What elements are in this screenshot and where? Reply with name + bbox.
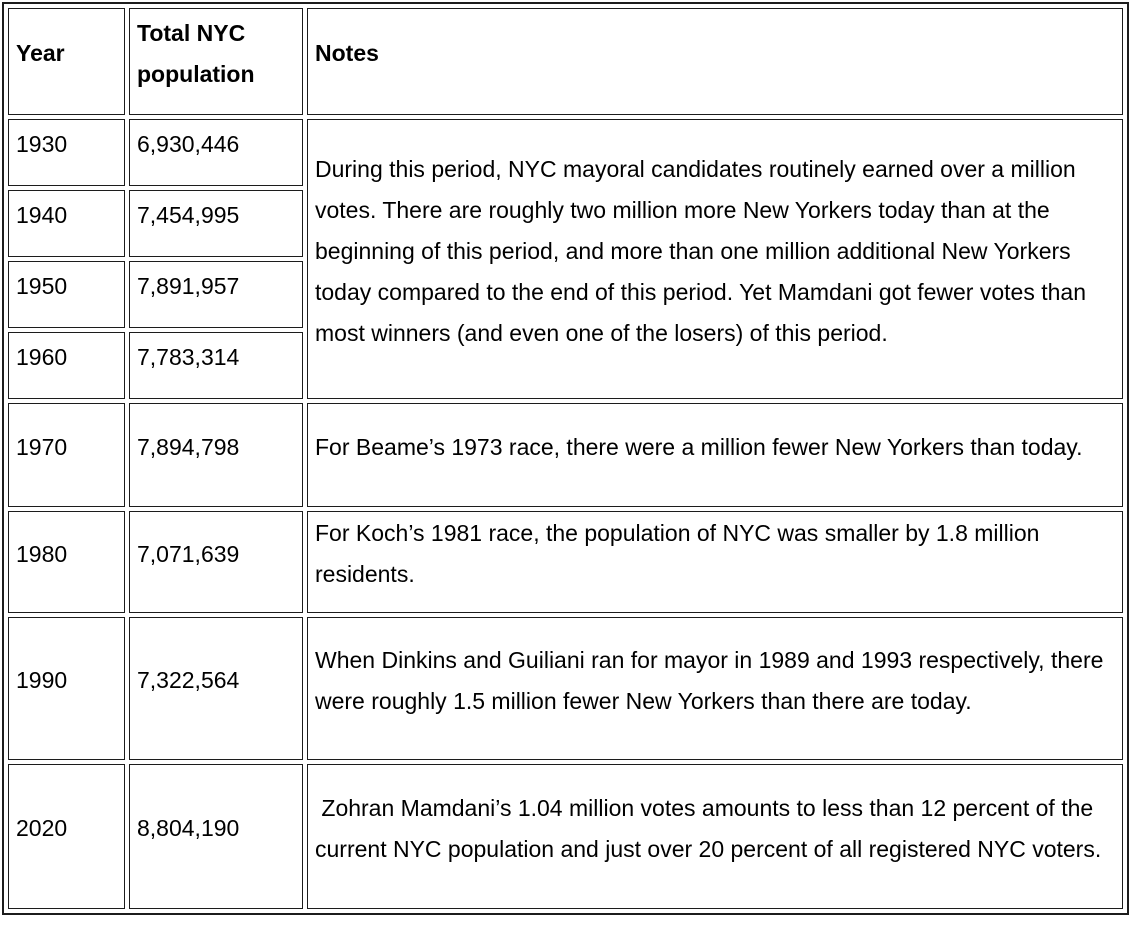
notes-cell	[307, 403, 1123, 507]
year-value: 1940	[16, 202, 68, 228]
population-cell	[129, 261, 303, 328]
year-cell	[8, 764, 125, 909]
notes-cell-1930-1960	[307, 119, 1123, 399]
note-text: For Koch’s 1981 race, the population of NYC was smaller by 1.8 million residents.	[315, 520, 1046, 587]
population-value: 7,894,798	[137, 433, 240, 460]
period-note: During this period, NYC mayoral candidates routinely earned over a million votes. There are roughly two million more New Yorkers today than at the beginning of this period, and more than one million additional New Yorkers today compared to the end of this period. Yet Mamdani got fewer votes than most winners (and even one of the losers) of this period.	[315, 155, 1093, 346]
header-notes	[307, 8, 1123, 115]
note-text: Zohran Mamdani’s 1.04 million votes amounts to less than 12 percent of the current NYC population and just over 20 percent of all registered NYC voters.	[315, 794, 1102, 862]
year-cell	[8, 403, 125, 507]
year-cell	[8, 261, 125, 328]
header-row	[8, 8, 1123, 115]
population-cell	[129, 119, 303, 186]
year-value: 1950	[16, 273, 68, 299]
population-cell	[129, 332, 303, 399]
year-cell	[8, 119, 125, 186]
year-value: 2020	[16, 815, 68, 841]
year-value: 1970	[16, 433, 68, 460]
population-cell	[129, 764, 303, 909]
table-row-1930	[8, 119, 1123, 186]
population-cell	[129, 190, 303, 257]
header-notes-label: Notes	[315, 40, 379, 66]
nyc-population-table	[2, 2, 1129, 915]
population-value: 7,454,995	[137, 202, 240, 228]
population-cell	[129, 511, 303, 613]
population-value: 8,804,190	[137, 815, 240, 841]
note-text: When Dinkins and Guiliani ran for mayor in 1989 and 1993 respectively, there were roughly 1.5 million fewer New Yorkers than there are today.	[315, 646, 1110, 714]
year-value: 1960	[16, 344, 68, 370]
header-year-label: Year	[16, 40, 65, 66]
year-cell	[8, 617, 125, 760]
year-cell	[8, 332, 125, 399]
table-row-1970	[8, 403, 1123, 507]
year-cell	[8, 511, 125, 613]
table-row-2020	[8, 764, 1123, 909]
notes-cell	[307, 764, 1123, 909]
table-row-1980	[8, 511, 1123, 613]
population-value: 7,891,957	[137, 273, 240, 299]
header-year	[8, 8, 125, 115]
table-row-1990	[8, 617, 1123, 760]
population-value: 6,930,446	[137, 131, 240, 157]
note-text: For Beame’s 1973 race, there were a million fewer New Yorkers than today.	[315, 433, 1083, 460]
year-value: 1930	[16, 131, 68, 157]
population-cell	[129, 403, 303, 507]
population-value: 7,783,314	[137, 344, 240, 370]
population-cell	[129, 617, 303, 760]
population-value: 7,322,564	[137, 667, 240, 693]
year-value: 1990	[16, 667, 68, 693]
notes-cell	[307, 617, 1123, 760]
header-population	[129, 8, 303, 115]
year-value: 1980	[16, 540, 68, 567]
header-population-label: Total NYC population	[137, 19, 255, 87]
notes-cell	[307, 511, 1123, 613]
population-value: 7,071,639	[137, 540, 240, 567]
year-cell	[8, 190, 125, 257]
